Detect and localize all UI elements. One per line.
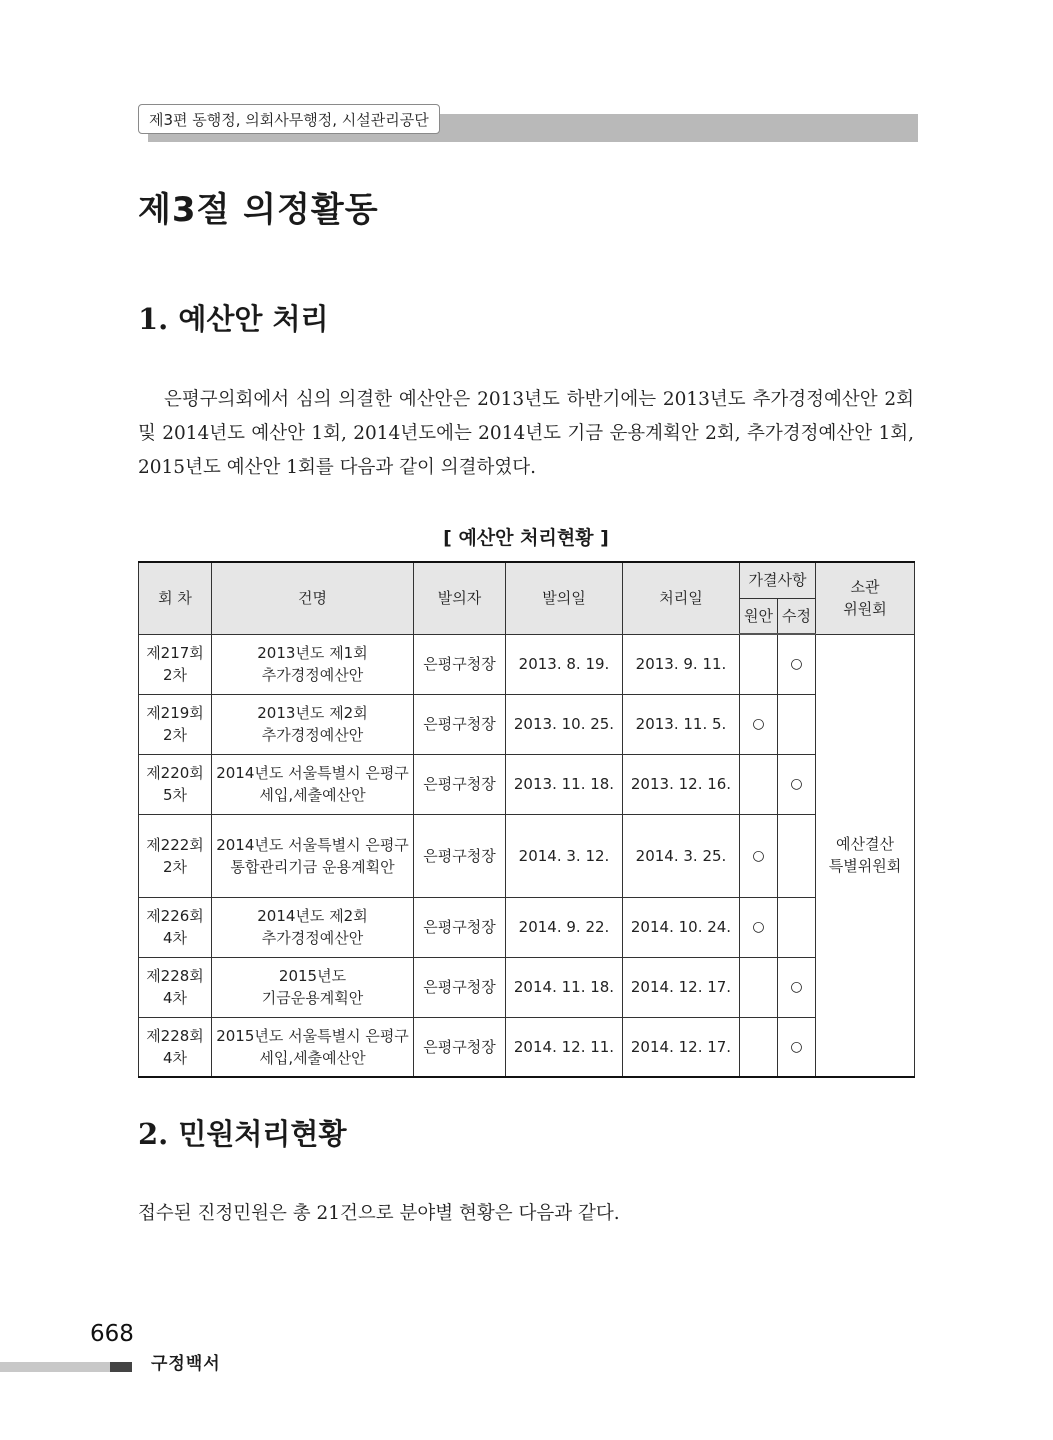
processed-date-cell: 2014. 10. 24.: [623, 897, 740, 957]
proposer-cell: 은평구청장: [414, 1017, 506, 1077]
session-cell: 제226회 4차: [139, 897, 212, 957]
header-proposed-date: 발의일: [506, 562, 623, 634]
session-cell: 제222회 2차: [139, 814, 212, 897]
amended-mark: ○: [778, 754, 816, 814]
footer-block: [110, 1362, 132, 1372]
proposed-date-cell: 2014. 3. 12.: [506, 814, 623, 897]
table-row: [139, 754, 915, 814]
table-row: [139, 634, 915, 694]
session-cell: 제219회 2차: [139, 694, 212, 754]
title-cell: 2014년도 서울특별시 은평구 통합관리기금 운용계획안: [212, 814, 414, 897]
proposed-date-cell: 2014. 11. 18.: [506, 957, 623, 1017]
proposer-cell: 은평구청장: [414, 694, 506, 754]
proposed-date-cell: 2014. 12. 11.: [506, 1017, 623, 1077]
section-title: 제3절 의정활동: [138, 190, 379, 230]
session-cell: 제228회 4차: [139, 1017, 212, 1077]
header-session: 회 차: [139, 562, 212, 634]
proposer-cell: 은평구청장: [414, 814, 506, 897]
header-decision: 가결사항: [740, 562, 816, 598]
original-mark: [740, 1017, 778, 1077]
committee-cell: 예산결산 특별위원회: [816, 634, 915, 1077]
chapter-header: 제3편 동행정, 의회사무행정, 시설관리공단: [138, 104, 440, 134]
table-row: [139, 957, 915, 1017]
header-title: 건명: [212, 562, 414, 634]
table-caption: [ 예산안 처리현황 ]: [443, 527, 609, 549]
header-original: 원안: [740, 598, 778, 634]
page-number: 668: [90, 1321, 134, 1347]
budget-paragraph: 은평구의회에서 심의 의결한 예산안은 2013년도 하반기에는 2013년도 추가경정예산안 2회 및 2014년도 예산안 1회, 2014년도에는 2014년도 기금 운용계획안 2회, 추가경정예산안 1회, 2015년도 예산안 1회를 다음과 같이 의결하였다.: [138, 389, 914, 478]
proposed-date-cell: 2013. 11. 18.: [506, 754, 623, 814]
amended-mark: [778, 897, 816, 957]
proposer-cell: 은평구청장: [414, 957, 506, 1017]
header-committee: 소관 위원회: [816, 562, 915, 634]
amended-mark: ○: [778, 634, 816, 694]
original-mark: ○: [740, 897, 778, 957]
proposer-cell: 은평구청장: [414, 897, 506, 957]
book-title: 구정백서: [151, 1354, 221, 1374]
processed-date-cell: 2014. 12. 17.: [623, 1017, 740, 1077]
processed-date-cell: 2013. 12. 16.: [623, 754, 740, 814]
original-mark: [740, 754, 778, 814]
amended-mark: ○: [778, 957, 816, 1017]
processed-date-cell: 2014. 3. 25.: [623, 814, 740, 897]
table-row: [139, 694, 915, 754]
processed-date-cell: 2014. 12. 17.: [623, 957, 740, 1017]
title-cell: 2013년도 제2회 추가경정예산안: [212, 694, 414, 754]
original-mark: [740, 957, 778, 1017]
proposer-cell: 은평구청장: [414, 754, 506, 814]
amended-mark: [778, 694, 816, 754]
header-processed-date: 처리일: [623, 562, 740, 634]
amended-mark: [778, 814, 816, 897]
subsection-title-complaints: 2. 민원처리현황: [138, 1117, 347, 1151]
original-mark: ○: [740, 814, 778, 897]
header-amended: 수정: [778, 598, 816, 634]
title-cell: 2014년도 제2회 추가경정예산안: [212, 897, 414, 957]
budget-table: [138, 561, 915, 1078]
original-mark: ○: [740, 694, 778, 754]
proposer-cell: 은평구청장: [414, 634, 506, 694]
amended-mark: ○: [778, 1017, 816, 1077]
proposed-date-cell: 2014. 9. 22.: [506, 897, 623, 957]
processed-date-cell: 2013. 9. 11.: [623, 634, 740, 694]
subsection-title-budget: 1. 예산안 처리: [138, 302, 329, 336]
session-cell: 제217회 2차: [139, 634, 212, 694]
proposed-date-cell: 2013. 10. 25.: [506, 694, 623, 754]
footer-bar: [0, 1362, 110, 1372]
table-row: [139, 1017, 915, 1077]
complaints-paragraph: 접수된 진정민원은 총 21건으로 분야별 현황은 다음과 같다.: [138, 1203, 620, 1224]
title-cell: 2015년도 기금운용계획안: [212, 957, 414, 1017]
table-row: [139, 897, 915, 957]
title-cell: 2014년도 서울특별시 은평구 세입,세출예산안: [212, 754, 414, 814]
original-mark: [740, 634, 778, 694]
processed-date-cell: 2013. 11. 5.: [623, 694, 740, 754]
table-row: [139, 814, 915, 897]
title-cell: 2015년도 서울특별시 은평구 세입,세출예산안: [212, 1017, 414, 1077]
header-proposer: 발의자: [414, 562, 506, 634]
session-cell: 제228회 4차: [139, 957, 212, 1017]
session-cell: 제220회 5차: [139, 754, 212, 814]
proposed-date-cell: 2013. 8. 19.: [506, 634, 623, 694]
title-cell: 2013년도 제1회 추가경정예산안: [212, 634, 414, 694]
